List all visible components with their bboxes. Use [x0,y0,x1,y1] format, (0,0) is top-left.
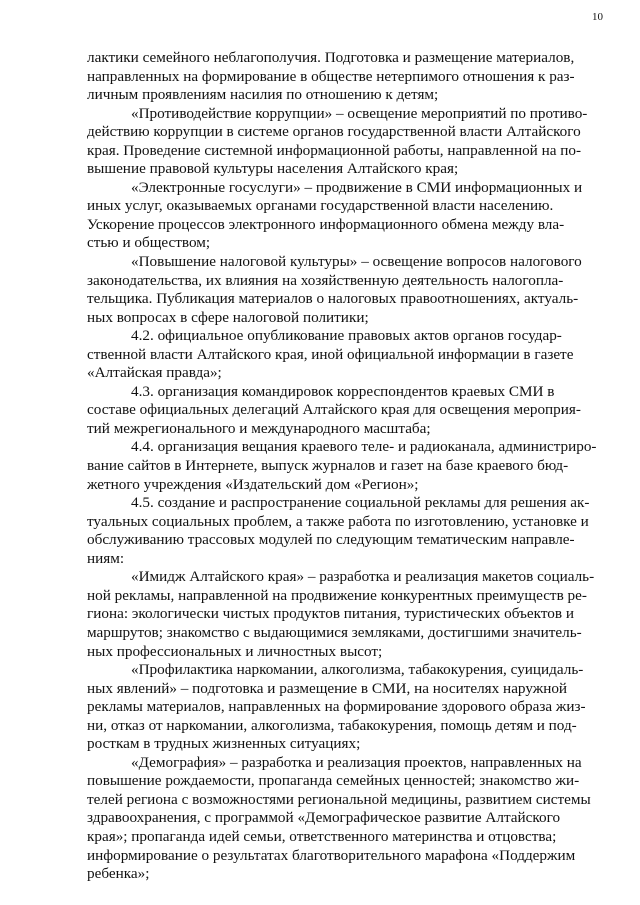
paragraph: лактики семейного неблагополучия. Подготовка и размещение материалов, направленных на формирование в обществе нетерпимого отношения к раз- личным проявлениям насилия по отношению к детям; [87,49,575,104]
paragraph: 4.4. организация вещания краевого теле- и радиоканала, администриро- вание сайтов в Интернете, выпуск журналов и газет на базе краевого бюд- жетного учреждения «Издательский дом «Регион»; [87,438,597,493]
paragraph: «Профилактика наркомании, алкоголизма, табакокурения, суицидаль- ных явлений» – подготовка и размещение в СМИ, на носителях наружной рекламы материалов, направленных на формирование здорового образа жиз- ни, отказ от наркомании, алкоголизма, табакокурения, помощь детям и под- росткам в трудных жизненных ситуациях; [87,661,586,753]
page-number: 10 [592,11,603,23]
paragraph: «Демография» – разработка и реализация проектов, направленных на повышение рождаемости, пропаганда семейных ценностей; знакомство жи- телей региона с возможностями региональной медицины, развитием системы здравоохранения, с программой «Демографическое развитие Алтайского края»; пропаганда идей семьи, ответственного материнства и отцовства; информирование о результатах благотворительного марафона «Поддержим ребенка»; [87,753,591,883]
paragraph: «Противодействие коррупции» – освещение мероприятий по противо- действию коррупции в системе органов государственной власти Алтайского края. Проведение системной информационной работы, направленной на по- вышение правовой культуры населения Алтайского края; [87,104,588,178]
paragraph: «Имидж Алтайского края» – разработка и реализация макетов социаль- ной рекламы, направленной на продвижение конкурентных преимуществ ре- гиона: экологически чистых продуктов питания, туристических объектов и маршрутов; знакомство с выдающимися земляками, достигшими значитель- ных профессиональных и личностных высот; [87,568,595,660]
paragraph: «Электронные госуслуги» – продвижение в СМИ информационных и иных услуг, оказываемых органами государственной власти населению. Ускорение процессов электронного информационного обмена между вла- стью и обществом; [87,178,583,252]
paragraph: «Повышение налоговой культуры» – освещение вопросов налогового законодательства, их влияния на хозяйственную деятельность налогопла- тельщика. Публикация материалов о налоговых правоотношениях, актуаль- ных вопросах в сфере налоговой политики; [87,253,582,326]
document-body [87,49,607,884]
paragraph: 4.5. создание и распространение социальной рекламы для решения ак- туальных социальных проблем, а также работа по изготовлению, установке и обслуживанию трассовых модулей по следующим тематическим направле- ниям: [87,494,590,567]
paragraph: 4.3. организация командировок корреспондентов краевых СМИ в составе официальных делегаций Алтайского края для освещения мероприя- тий межрегионального и международного масштаба; [87,382,581,437]
paragraph: 4.2. официальное опубликование правовых актов органов государ- ственной власти Алтайского края, иной официальной информации в газете «Алтайская правда»; [87,327,574,382]
